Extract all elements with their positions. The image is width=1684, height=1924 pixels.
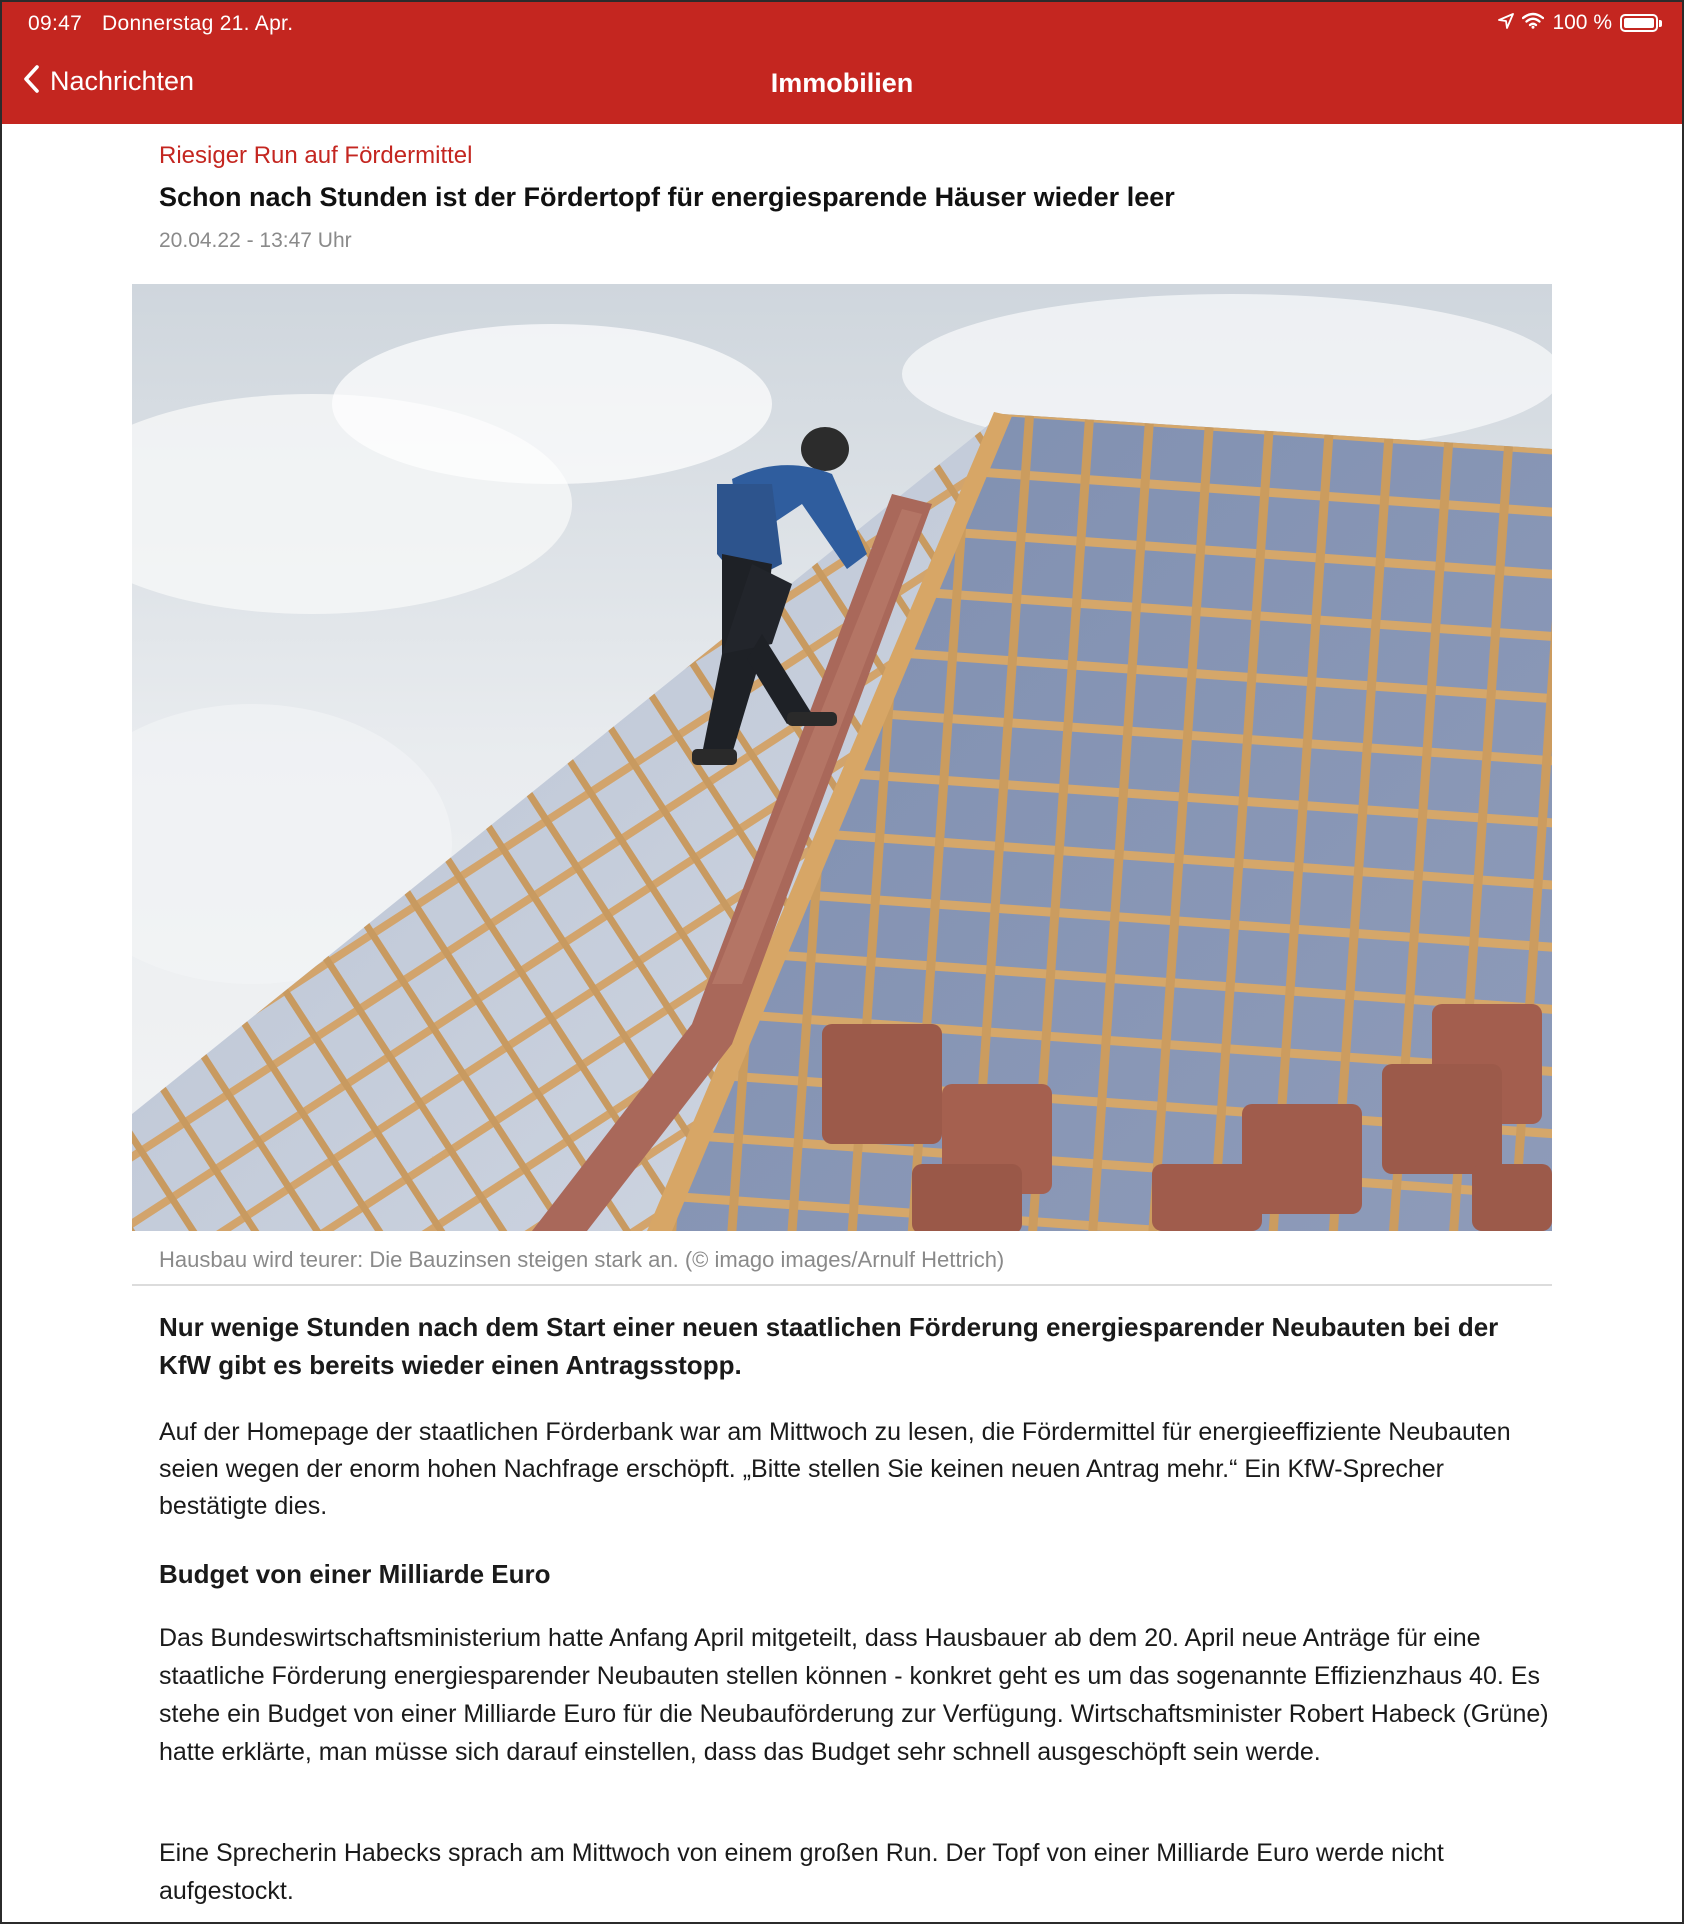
article-paragraph: Das Bundeswirtschaftsministerium hatte Anfang April mitgeteilt, dass Hausbauer ab dem 20. April neue Anträge für eine staatliche Förderung energiesparender Neubauten stellen können - konkret geht es um das sogenannte Effizienzhaus 40. Es stehe ein Budget von einer Milliarde Euro für die Neubauförderung zur Verfügung. Wirtschaftsminister Robert Habeck (Grüne) hatte erklärte, man müsse sich darauf einstellen, dass das Budget sehr schnell ausgeschöpft sein werde. — [159, 1624, 1549, 1766]
location-arrow-icon — [1498, 11, 1514, 35]
article-lead: Nur wenige Stunden nach dem Start einer neuen staatlichen Förderung energiesparender Neubauten bei der KfW gibt es bereits wieder einen Antragsstopp. — [159, 1312, 1499, 1380]
article-headline: Schon nach Stunden ist der Fördertopf für energiesparende Häuser wieder leer — [159, 182, 1175, 212]
article-photo[interactable] — [132, 284, 1552, 1231]
article-date: 20.04.22 - 13:47 Uhr — [159, 229, 352, 252]
status-date: Donnerstag 21. Apr. — [102, 12, 294, 35]
roof-construction-image — [132, 284, 1552, 1231]
status-indicators — [1498, 11, 1658, 35]
page-title: Immobilien — [770, 68, 914, 98]
divider — [132, 1284, 1552, 1286]
article-kicker: Riesiger Run auf Fördermittel — [159, 142, 473, 169]
image-caption: Hausbau wird teurer: Die Bauzinsen steigen stark an. (© imago images/Arnulf Hettrich) — [159, 1247, 1005, 1272]
back-label: Nachrichten — [50, 66, 195, 96]
battery-percent: 100 % — [1552, 11, 1612, 34]
article-subheading: Budget von einer Milliarde Euro — [159, 1559, 551, 1589]
wifi-icon — [1522, 11, 1544, 35]
navigation-bar — [2, 2, 1682, 124]
status-time: 09:47 — [28, 12, 83, 35]
article-paragraph: Auf der Homepage der staatlichen Förderbank war am Mittwoch zu lesen, die Fördermittel für energieeffiziente Neubauten seien wegen der enorm hohen Nachfrage erschöpft. „Bitte stellen Sie keinen neuen Antrag mehr.“ Ein KfW-Sprecher bestätigte dies. — [159, 1418, 1511, 1520]
article-paragraph: Eine Sprecherin Habecks sprach am Mittwoch von einem großen Run. Der Topf von einer Milliarde Euro werde nicht aufgestockt. — [159, 1839, 1444, 1905]
battery-icon — [1620, 14, 1658, 32]
